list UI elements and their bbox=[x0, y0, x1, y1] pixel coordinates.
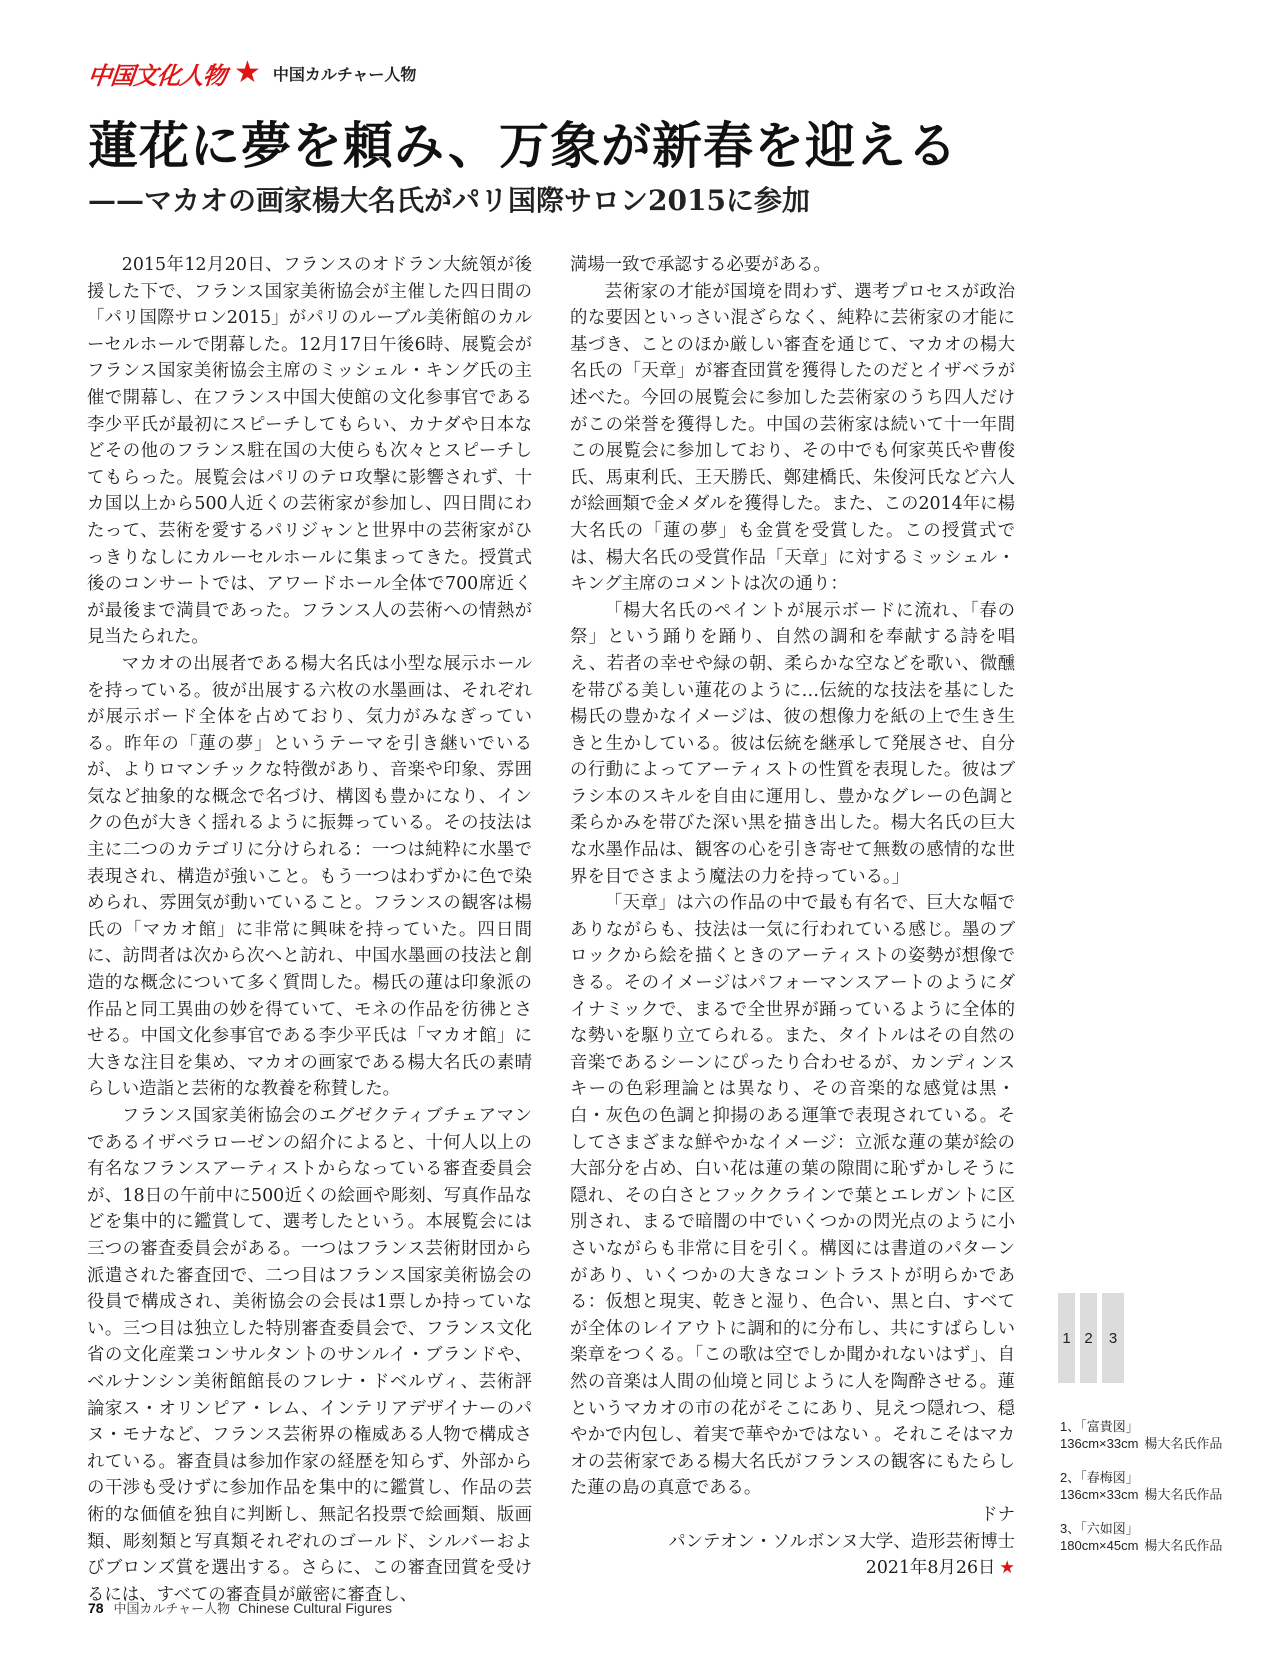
body-column-right bbox=[570, 252, 1015, 1582]
page-footer bbox=[88, 1598, 392, 1617]
paragraph: 「楊大名氏のペイントが展示ボードに流れ、「春の祭」という踊りを踊り、自然の調和を奉献する詩を唱え、若者の幸せや緑の朝、柔らかな空などを歌い、微醺を帯びる美しい蓮花のように…伝統的な技法を基にした楊氏の豊かなイメージは、彼の想像力を紙の上で生き生きと生かしている。彼は伝統を継承して発展させ、自分の行動によってアーティストの性質を表現した。彼はブラシ本のスキルを自由に運用し、豊かなグレーの色調と柔らかみを帯びた深い黒を描き出した。楊大名氏の巨大な水墨作品は、観客の心を引き寄せて無数の感情的な世界を目でさまよう魔法の力を持っている。」 bbox=[570, 600, 1015, 887]
figure-caption bbox=[1060, 1418, 1270, 1452]
figure-index-graphic bbox=[1058, 1293, 1134, 1383]
paragraph: 「天章」は六の作品の中で最も有名で、巨大な幅でありながらも、技法は一気に行われている感じ。墨のブロックから絵を描くときのアーティストの姿勢が想像できる。そのイメージはパフォーマンスアートのようにダイナミックで、まるで全世界が踊っているように全体的な勢いを駆り立てられる。また、タイトルはその自然の音楽であるシーンにぴったり合わせるが、カンディンスキーの色彩理論とは異なり、その音楽的な感覚は黒・白・灰色の色調と抑揚のある運筆で表現されている。そしてさまざまな鮮やかなイメージ：立派な蓮の葉が絵の大部分を占め、白い花は蓮の葉の隙間に恥ずかしそうに隠れ、その白さとフッククラインで葉とエレガントに区別され、まるで暗闇の中でいくつかの閃光点のように小さいながらも非常に目を引く。構図には書道のパターンがあり、いくつかの大きなコントラストが明らかである：仮想と現実、乾きと湿り、色合い、黒と白、すべてが全体のレイアウトに調和的に分布し、共にすばらしい楽章をつくる。「この歌は空でしか聞かれないはず」、自然の音楽は人間の仙境と同じように人を陶酔させる。蓮というマカオの市の花がそこにあり、見えつ隠れつ、穏やかで内包し、着実で華やかではない 。それこそはマカオの芸術家である楊大名氏がフランスの観客にもたらした蓮の島の真意である。 bbox=[570, 893, 1015, 1499]
caption-title: 3、「六如図」 bbox=[1060, 1521, 1139, 1536]
paragraph: 芸術家の才能が国境を問わず、選考プロセスが政治的な要因といっさい混ざらなく、純粋に芸術家の才能に基づき、ことのほか厳しい審査を通じて、マカオの楊大名氏の「天章」が審査団賞を獲得したのだとイザベラが述べた。今回の展覧会に参加した芸術家のうち四人だけがこの栄誉を獲得した。中国の芸術家は続いて十一年間この展覧会に参加しており、その中でも何家英氏や曹俊氏、馬東利氏、王天勝氏、鄭建橋氏、朱俊河氏など六人が絵画類で金メダルを獲得した。また、この2014年に楊大名氏の「蓮の夢」も金賞を受賞した。この授賞式では、楊大名氏の受賞作品「天章」に対するミッシェル・キング主席のコメントは次の通り： bbox=[570, 281, 1015, 595]
body-column-left bbox=[87, 252, 532, 1608]
footer-magazine-name-en: Chinese Cultural Figures bbox=[237, 1600, 393, 1616]
caption-title: 2、「春梅図」 bbox=[1060, 1470, 1139, 1485]
paragraph: 2015年12月20日、フランスのオドラン大統領が後援した下で、フランス国家美術協会が主催した四日間の「パリ国際サロン2015」がパリのルーブル美術館のカルーセルホールで閉幕した。12月17日午後6時、展覧会がフランス国家美術協会主席のミッシェル・キング氏の主催で開幕し、在フランス中国大使館の文化参事官である李少平氏が最初にスピーチしてもらい、カナダや日本などその他のフランス駐在国の大使らも次々とスピーチしてもらった。展覧会はパリのテロ攻撃に影響されず、十カ国以上から500人近くの芸術家が参加し、四日間にわたって、芸術を愛するパリジャンと世界中の芸術家がひっきりなしにカルーセルホールに集まってきた。授賞式後のコンサートでは、アワードホール全体で700席近くが最後まで満員であった。フランス人の芸術への情熱が見当たられた。 bbox=[87, 255, 532, 648]
section-label: 中国カルチャー人物 bbox=[272, 64, 417, 84]
page-number: 78 bbox=[88, 1600, 104, 1616]
magazine-logo: 中国文化人物 bbox=[86, 60, 228, 90]
figure-captions bbox=[1060, 1418, 1270, 1571]
caption-dimensions: 180cm×45cm bbox=[1060, 1538, 1139, 1553]
caption-credit: 楊大名氏作品 bbox=[1144, 1436, 1223, 1451]
author-affiliation: パンテオン・ソルボンヌ大学、造形芸術博士 bbox=[668, 1531, 1015, 1552]
article-subtitle: ——マカオの画家楊大名氏がパリ国際サロン2015に参加 bbox=[88, 184, 810, 217]
figure-caption bbox=[1060, 1520, 1270, 1554]
article-date: 2021年8月26日 bbox=[865, 1558, 996, 1579]
article-title: 蓮花に夢を頼み、万象が新春を迎える bbox=[88, 116, 958, 175]
paragraph: フランス国家美術協会のエグゼクティブチェアマンであるイザベラローゼンの紹介によると、十何人以上の有名なフランスアーティストからなっている審査委員会が、18日の午前中に500近くの絵画や彫刻、写真作品などを集中的に鑑賞して、選考したという。本展覧会には三つの審査委員会がある。一つはフランス芸術財団から派遣された審査団で、二つ目はフランス国家美術協会の役員で構成され、美術協会の会長は1票しか持っていない。三つ目は独立した特別審査委員会で、フランス文化省の文化産業コンサルタントのサンルイ・ブランドや、ベルナンシン美術館館長のフレナ・ドベルヴィ、芸術評論家ス・オリンピア・レム、インテリアデザイナーのパヌ・モナなど、フランス芸術界の権威ある人物で構成されている。審査員は参加作家の経歴を知らず、外部からの干渉も受けずに参加作品を集中的に鑑賞し、作品の芸術的な価値を独自に判断し、無記名投票で絵画類、版画類、彫刻類と写真類それぞれのゴールド、シルバーおよびブロンズ賞を選出する。さらに、この審査団賞を受けるには、すべての審査員が厳密に審査し、 bbox=[87, 1106, 532, 1605]
star-icon: ★ bbox=[234, 55, 261, 90]
figure-caption bbox=[1060, 1469, 1270, 1503]
paragraph-continuation: 満場一致で承認する必要がある。 bbox=[570, 255, 831, 275]
figure-index-bar: 1 bbox=[1058, 1293, 1075, 1383]
article-date-line bbox=[570, 1555, 1015, 1582]
caption-title: 1、「富貴図」 bbox=[1060, 1419, 1139, 1434]
caption-credit: 楊大名氏作品 bbox=[1144, 1487, 1223, 1502]
paragraph: マカオの出展者である楊大名氏は小型な展示ホールを持っている。彼が出展する六枚の水墨画は、それぞれが展示ボード全体を占めており、気力がみなぎっている。昨年の「蓮の夢」というテーマを引き継いでいるが、よりロマンチックな特徴があり、音楽や印象、雰囲気など抽象的な概念で名づけ、構図も豊かになり、インクの色が大きく揺れるように振舞っている。その技法は主に二つのカテゴリに分けられる：一つは純粋に水墨で表現され、構造が強いこと。もう一つはわずかに色で染められ、雰囲気が動いていること。フランスの観客は楊氏の「マカオ館」に非常に興味を持っていた。四日間に、訪問者は次から次へと訪れ、中国水墨画の技法と創造的な概念について多く質問した。楊氏の蓮は印象派の作品と同工異曲の妙を得ていて、モネの作品を彷彿とさせる。中国文化参事官である李少平氏は「マカオ館」に大きな注目を集め、マカオの画家である楊大名氏の素晴らしい造詣と芸術的な教養を称賛した。 bbox=[87, 653, 532, 1100]
figure-index-bar: 3 bbox=[1102, 1293, 1124, 1383]
author-name: ドナ bbox=[980, 1504, 1015, 1525]
section-header bbox=[86, 55, 417, 90]
caption-credit: 楊大名氏作品 bbox=[1144, 1538, 1223, 1553]
caption-dimensions: 136cm×33cm bbox=[1060, 1487, 1139, 1502]
end-star-icon: ★ bbox=[999, 1558, 1015, 1579]
footer-magazine-name-jp: 中国カルチャー人物 bbox=[113, 1602, 231, 1617]
caption-dimensions: 136cm×33cm bbox=[1060, 1436, 1139, 1451]
figure-index-bar: 2 bbox=[1080, 1293, 1097, 1383]
